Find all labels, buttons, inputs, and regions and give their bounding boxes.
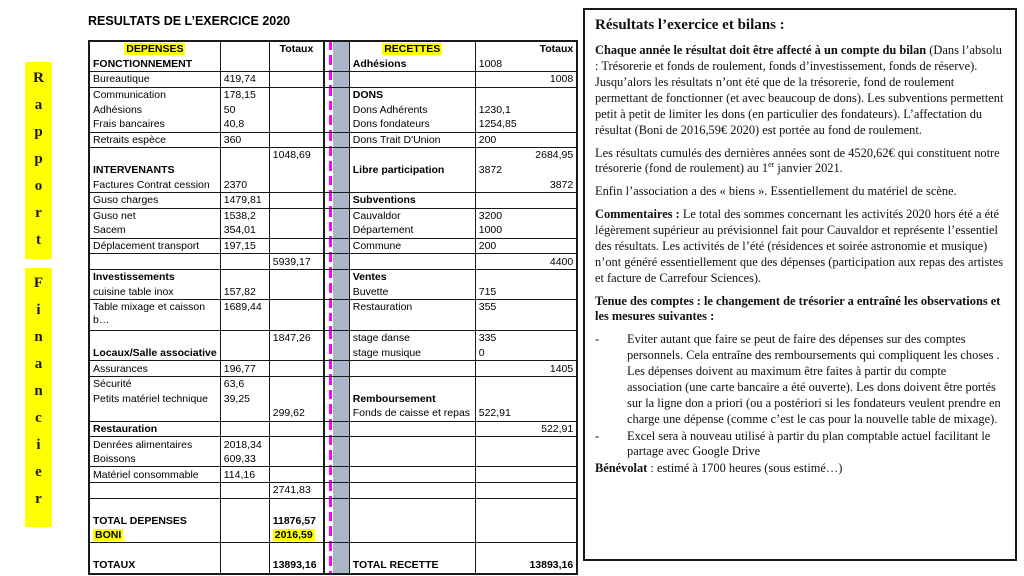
- cell-left-total: [269, 72, 324, 88]
- cell-right-value: [475, 467, 526, 483]
- cell-left-label: Table mixage et caisson b…: [89, 300, 220, 331]
- cell-left-label: [89, 498, 220, 513]
- cell-left-total: [269, 467, 324, 483]
- cell-right-total: [526, 192, 577, 208]
- side-label-letter: t: [36, 232, 41, 248]
- cell-left-total: [269, 238, 324, 254]
- results-table: [88, 40, 578, 575]
- cell-left-total: Totaux: [269, 41, 324, 57]
- cell-right-value: [475, 361, 526, 377]
- cell-right-total: 2684,95: [526, 148, 577, 163]
- cell-right-total: [526, 406, 577, 421]
- cell-right-label: [349, 177, 475, 192]
- cell-left-label: [89, 331, 220, 346]
- cell-left-value: 63,6: [220, 376, 269, 391]
- cell-left-value: 157,82: [220, 285, 269, 300]
- cell-left-label: FONCTIONNEMENT: [89, 57, 220, 72]
- cell-left-value: 196,77: [220, 361, 269, 377]
- cell-right-value: [475, 87, 526, 102]
- cell-left-value: 114,16: [220, 467, 269, 483]
- cell-right-label: stage musique: [349, 346, 475, 361]
- cell-left-total: [269, 300, 324, 331]
- cell-divider: [324, 102, 349, 117]
- cell-right-total: [526, 57, 577, 72]
- cell-left-label: Sécurité: [89, 376, 220, 391]
- side-label-financier: [25, 268, 52, 527]
- side-label-letter: p: [34, 151, 43, 167]
- bullet-item: [595, 332, 1004, 427]
- cell-left-label: INTERVENANTS: [89, 163, 220, 178]
- cell-left-value: 40,8: [220, 117, 269, 132]
- cell-left-value: 50: [220, 102, 269, 117]
- cell-left-label: Déplacement transport: [89, 238, 220, 254]
- cell-right-value: [475, 269, 526, 284]
- cell-right-value: [475, 391, 526, 406]
- cell-right-label: [349, 467, 475, 483]
- cell-right-value: 3872: [478, 164, 503, 177]
- cell-left-value: [220, 41, 269, 57]
- cell-left-total: [269, 421, 324, 437]
- highlight: DEPENSES: [126, 43, 184, 56]
- cell-right-total: [526, 498, 577, 513]
- cell-divider: [324, 72, 349, 88]
- cell-right-label: [349, 421, 475, 437]
- cell-right-total: [526, 223, 577, 238]
- cell-right-value: 200: [475, 238, 526, 254]
- cell-right-total: [526, 513, 577, 528]
- side-label-letter: c: [35, 410, 42, 426]
- cell-right-value: [475, 513, 526, 528]
- cell-left-total: 2741,83: [269, 483, 324, 499]
- side-label-letter: e: [35, 464, 42, 480]
- cell-left-label: Frais bancaires: [89, 117, 220, 132]
- cell-left-value: [220, 163, 269, 178]
- cell-right-total: [526, 391, 577, 406]
- cell-left-value: 609,33: [220, 452, 269, 467]
- measures-list: [595, 332, 1004, 460]
- cell-left-label: cuisine table inox: [89, 285, 220, 300]
- cell-right-label: Restauration: [349, 300, 475, 331]
- cell-left-total: [269, 437, 324, 452]
- bullet-dash: -: [595, 332, 600, 347]
- side-label-letter: a: [34, 356, 43, 372]
- cell-right-label: [349, 437, 475, 452]
- cell-left-label: Guso charges: [89, 192, 220, 208]
- cell-left-total: [269, 117, 324, 132]
- paragraph-resultats-cumules: Les résultats cumulés des dernières années sont de 4520,62€ qui constituent notre trésorerie (fond de roulement) au 1er janvier 2021.: [595, 145, 1000, 176]
- cell-right-value: [475, 437, 526, 452]
- cell-left-value: [220, 513, 269, 528]
- cell-right-value: [475, 452, 526, 467]
- cell-divider: [324, 285, 349, 300]
- paragraph-tenue-des-comptes: Tenue des comptes : le changement de trésorier a entraîné les observations et les mesures suivantes :: [595, 293, 1001, 324]
- cell-divider: [324, 254, 349, 270]
- cell-right-label: Remboursement: [349, 391, 475, 406]
- cell-divider: [324, 132, 349, 148]
- highlight: RECETTES: [384, 43, 441, 56]
- cell-right-total: [526, 300, 577, 331]
- cell-divider: [324, 57, 349, 72]
- cell-right-value: [475, 528, 526, 543]
- cell-left-total: 11876,57: [269, 513, 324, 528]
- cell-right-total: [526, 269, 577, 284]
- cell-right-value: 1000: [475, 223, 526, 238]
- cell-right-label: [349, 254, 475, 270]
- cell-right-total: [526, 483, 577, 499]
- side-label-letter: a: [34, 97, 43, 113]
- cell-right-value: 335: [478, 332, 497, 345]
- cell-divider: [324, 406, 349, 421]
- cell-right-total: 1405: [526, 361, 577, 377]
- cell-right-label: [349, 543, 475, 558]
- bullet-item: [595, 429, 1004, 461]
- cell-left-label: Assurances: [89, 361, 220, 377]
- cell-divider: [324, 163, 349, 178]
- cell-divider: [324, 376, 349, 391]
- cell-left-total: 1847,26: [269, 331, 324, 346]
- cell-left-value: 39,25: [220, 391, 269, 406]
- cell-right-value: 355: [475, 300, 526, 331]
- cell-left-value: 2370: [220, 177, 269, 192]
- cell-left-value: [220, 148, 269, 163]
- highlight: 2016,59: [274, 529, 313, 542]
- paragraph-benevolat: Bénévolat : estimé à 1700 heures (sous estimé…): [595, 461, 843, 476]
- cell-left-label: Adhésions: [89, 102, 220, 117]
- cell-left-value: 1689,44: [220, 300, 269, 331]
- cell-right-label: Ventes: [349, 269, 475, 284]
- cell-right-value: [475, 148, 526, 163]
- cell-right-value: [475, 483, 526, 499]
- cell-left-total: [269, 87, 324, 102]
- cell-left-total: [269, 391, 324, 406]
- cell-left-total: 5939,17: [269, 254, 324, 270]
- cell-right-total: [526, 285, 577, 300]
- panel-heading: Résultats l’exercice et bilans :: [595, 17, 785, 33]
- cell-divider: [324, 483, 349, 499]
- cell-left-total: [269, 543, 324, 558]
- cell-right-total: 522,91: [526, 421, 577, 437]
- side-label-letter: i: [36, 302, 41, 318]
- cell-left-label: TOTAL DEPENSES: [89, 513, 220, 528]
- cell-left-value: 1479,81: [220, 192, 269, 208]
- results-table-body: [89, 41, 577, 574]
- highlight: BONI: [95, 529, 122, 542]
- cell-right-value: [475, 177, 526, 192]
- cell-right-total: [526, 117, 577, 132]
- cell-right-total: [526, 452, 577, 467]
- cell-left-label: [89, 483, 220, 499]
- side-label-letter: R: [33, 70, 44, 86]
- cell-right-value: 3200: [478, 209, 503, 222]
- cell-right-value: [475, 543, 526, 558]
- cell-divider: [324, 238, 349, 254]
- cell-right-label: Fonds de caisse et repas: [349, 406, 475, 421]
- cell-left-total: 1048,69: [269, 148, 324, 163]
- cell-left-value: [220, 558, 269, 574]
- cell-right-label: [349, 513, 475, 528]
- side-label-letter: n: [34, 383, 43, 399]
- cell-right-total: [526, 163, 577, 178]
- cell-right-label: [349, 498, 475, 513]
- cell-divider: [324, 528, 349, 543]
- cell-right-label: Buvette: [349, 285, 475, 300]
- side-label-letter: r: [35, 205, 42, 221]
- cell-left-total: [269, 498, 324, 513]
- cell-left-total: 13893,16: [269, 558, 324, 574]
- cell-divider: [324, 148, 349, 163]
- cell-left-label: [89, 148, 220, 163]
- cell-right-value: [475, 72, 526, 88]
- cell-left-value: 178,15: [220, 87, 269, 102]
- cell-left-label: Matériel consommable: [89, 467, 220, 483]
- cell-divider: [324, 361, 349, 377]
- cell-right-label: stage danse: [349, 331, 475, 346]
- cell-right-total: [526, 376, 577, 391]
- cell-right-value: 522,91: [475, 406, 526, 421]
- cell-left-value: [220, 528, 269, 543]
- paragraph-affectation: Chaque année le résultat doit être affecté à un compte du bilan (Dans l’absolu : Trésorerie et fonds de roulement, fonds d’investissement, fonds de réserve). Jusqu’alors les résultats n’ont été que de la trésorerie, fond de roulement permettant de fonctionner (et avec beaucoup de dons). Les subventions permettent petit à petit de limiter les dons (en particulier des fondateurs). L’affectation du résultat (Boni de 2016,59€ 2020) est portée au fond de roulement.: [595, 43, 1004, 137]
- cell-left-label: TOTAUX: [89, 558, 220, 574]
- cell-right-total: 3872: [526, 177, 577, 192]
- cell-right-total: 1008: [526, 72, 577, 88]
- cell-right-total: [526, 87, 577, 102]
- cell-divider: [324, 223, 349, 238]
- cell-left-value: 354,01: [220, 223, 269, 238]
- cell-right-label: Subventions: [349, 192, 475, 208]
- side-label-letter: o: [34, 178, 43, 194]
- cell-left-total: [269, 177, 324, 192]
- cell-right-value: 1230,1: [478, 103, 511, 116]
- cell-left-label: Locaux/Salle associative: [89, 346, 220, 361]
- cell-right-value: [475, 192, 526, 208]
- cell-divider: [324, 87, 349, 102]
- cell-divider: [324, 346, 349, 361]
- cell-right-value: [475, 41, 526, 57]
- cell-left-total: [269, 269, 324, 284]
- cell-divider: [324, 41, 349, 57]
- cell-right-label: Libre participation: [349, 163, 475, 178]
- cell-divider: [324, 498, 349, 513]
- cell-left-total: 299,62: [269, 406, 324, 421]
- cell-divider: [324, 269, 349, 284]
- cell-right-label: Cauvaldor: [349, 208, 475, 223]
- cell-left-total: [269, 163, 324, 178]
- cell-right-label: Commune: [349, 238, 475, 254]
- cell-divider: [324, 177, 349, 192]
- cell-left-total: [269, 528, 324, 543]
- cell-divider: [324, 558, 349, 574]
- cell-left-total: [269, 361, 324, 377]
- cell-right-value: [475, 421, 526, 437]
- cell-right-value: 200: [475, 132, 526, 148]
- cell-right-label: Dons Adhérents: [349, 102, 475, 117]
- cell-right-total: [526, 437, 577, 452]
- cell-left-label: [89, 254, 220, 270]
- cell-right-label: [349, 528, 475, 543]
- cell-right-total: [526, 528, 577, 543]
- cell-left-label: Guso net: [89, 208, 220, 223]
- cell-right-label: [349, 376, 475, 391]
- cell-right-label: [349, 483, 475, 499]
- cell-left-value: 1538,2: [220, 208, 269, 223]
- cell-left-label: Petits matériel technique: [89, 391, 220, 406]
- paragraph-biens: Enfin l’association a des « biens ». Essentiellement du matériel de scène.: [595, 184, 957, 199]
- cell-right-total: [526, 238, 577, 254]
- side-label-letter: F: [33, 275, 44, 291]
- cell-left-label: Restauration: [89, 421, 220, 437]
- cell-left-value: 419,74: [220, 72, 269, 88]
- cell-right-total: [526, 543, 577, 558]
- cell-left-label: Bureautique: [89, 72, 220, 88]
- cell-right-label: DONS: [349, 87, 475, 102]
- cell-right-label: Dons Trait D'Union: [349, 132, 475, 148]
- cell-left-label: [89, 41, 220, 57]
- cell-left-value: [220, 57, 269, 72]
- cell-left-label: [89, 528, 220, 543]
- cell-right-value: [475, 254, 526, 270]
- cell-divider: [324, 117, 349, 132]
- cell-left-value: [220, 346, 269, 361]
- cell-right-value: 0: [475, 346, 526, 361]
- cell-left-total: [269, 132, 324, 148]
- side-label-rapport: [25, 62, 52, 259]
- cell-divider: [324, 300, 349, 331]
- side-label-letter: r: [35, 491, 42, 507]
- cell-right-total: [526, 208, 577, 223]
- cell-left-label: Denrées alimentaires: [89, 437, 220, 452]
- cell-left-value: [220, 421, 269, 437]
- bullet-text: Eviter autant que faire se peut de faire des dépenses sur des comptes personnels. Cela entraîne des remboursements qui compliquent les choses . Les dépenses doivent au maximum être faites à partir du compte association (une carte bancaire a été ouverte). Les dons doivent être portés sur la ligne don a priori (ou a postériori si les fondateurs veulent prendre en charge une dépense (comme c’est le cas pour la nouvelle table de mixage).: [627, 332, 1001, 426]
- cell-divider: [324, 513, 349, 528]
- cell-left-value: [220, 331, 269, 346]
- cell-right-label: [349, 361, 475, 377]
- cell-left-value: 2018,34: [220, 437, 269, 452]
- cell-left-value: [220, 269, 269, 284]
- cell-divider: [324, 437, 349, 452]
- cell-left-value: 360: [220, 132, 269, 148]
- cell-left-label: Retraits espèce: [89, 132, 220, 148]
- cell-divider: [324, 421, 349, 437]
- cell-right-total: 4400: [526, 254, 577, 270]
- cell-left-label: Boissons: [89, 452, 220, 467]
- bullet-dash: -: [595, 428, 600, 443]
- cell-right-label: Département: [349, 223, 475, 238]
- cell-right-label: [349, 72, 475, 88]
- cell-left-label: [89, 543, 220, 558]
- cell-left-value: [220, 254, 269, 270]
- cell-right-value: [475, 498, 526, 513]
- cell-right-total: Totaux: [526, 41, 577, 57]
- cell-left-label: Investissements: [89, 269, 220, 284]
- cell-right-value: 1254,85: [475, 117, 526, 132]
- cell-right-label: Dons fondateurs: [349, 117, 475, 132]
- cell-left-total: [269, 192, 324, 208]
- cell-left-total: [269, 376, 324, 391]
- cell-left-label: Factures Contrat cession: [89, 177, 220, 192]
- cell-right-value: [475, 376, 526, 391]
- cell-right-label: [349, 148, 475, 163]
- cell-right-total: [526, 346, 577, 361]
- cell-right-label: [349, 41, 475, 57]
- cell-left-total: [269, 346, 324, 361]
- commentary-panel: [583, 8, 1017, 561]
- cell-divider: [324, 331, 349, 346]
- cell-right-label: [349, 452, 475, 467]
- cell-right-total: [526, 467, 577, 483]
- cell-left-label: [89, 406, 220, 421]
- side-label-letter: i: [36, 437, 41, 453]
- cell-right-total: 13893,16: [526, 558, 577, 574]
- cell-left-value: [220, 406, 269, 421]
- cell-divider: [324, 467, 349, 483]
- cell-left-label: Communication: [89, 87, 220, 102]
- cell-divider: [324, 391, 349, 406]
- paragraph-commentaires: Commentaires : Le total des sommes concernant les activités 2020 hors été a été légèrement supérieur au prévisionnel fait pour Cauvaldor et représente l’essentiel des résultats. Les activités de l’été (résidences et soirée astronomie et musique) n’ont généré essentiellement que des dépenses (participation aux repas des artistes et facture de Carrefour Sciences).: [595, 207, 1004, 285]
- cell-divider: [324, 192, 349, 208]
- cell-right-value: 715: [475, 285, 526, 300]
- cell-left-total: [269, 285, 324, 300]
- cell-right-label: TOTAL RECETTE: [349, 558, 475, 574]
- side-label-letter: p: [34, 124, 43, 140]
- bullet-text: Excel sera à nouveau utilisé à partir du plan comptable actuel facilitant le partage avec Google Drive: [627, 428, 991, 459]
- cell-left-value: [220, 543, 269, 558]
- cell-left-total: [269, 452, 324, 467]
- cell-right-label: Adhésions: [349, 57, 475, 72]
- cell-right-total: [526, 331, 577, 346]
- cell-divider: [324, 452, 349, 467]
- cell-left-value: 197,15: [220, 238, 269, 254]
- cell-right-value: [475, 558, 526, 574]
- cell-divider: [324, 208, 349, 223]
- cell-left-total: [269, 102, 324, 117]
- cell-left-value: [220, 483, 269, 499]
- side-label-letter: n: [34, 329, 43, 345]
- cell-left-label: Sacem: [89, 223, 220, 238]
- cell-left-value: [220, 498, 269, 513]
- cell-left-total: [269, 223, 324, 238]
- page-title: RESULTATS DE L’EXERCICE 2020: [88, 14, 291, 28]
- cell-left-total: [269, 57, 324, 72]
- cell-right-total: [526, 132, 577, 148]
- cell-right-total: [526, 102, 577, 117]
- cell-right-value: 1008: [475, 57, 526, 72]
- cell-divider: [324, 543, 349, 558]
- cell-left-total: [269, 208, 324, 223]
